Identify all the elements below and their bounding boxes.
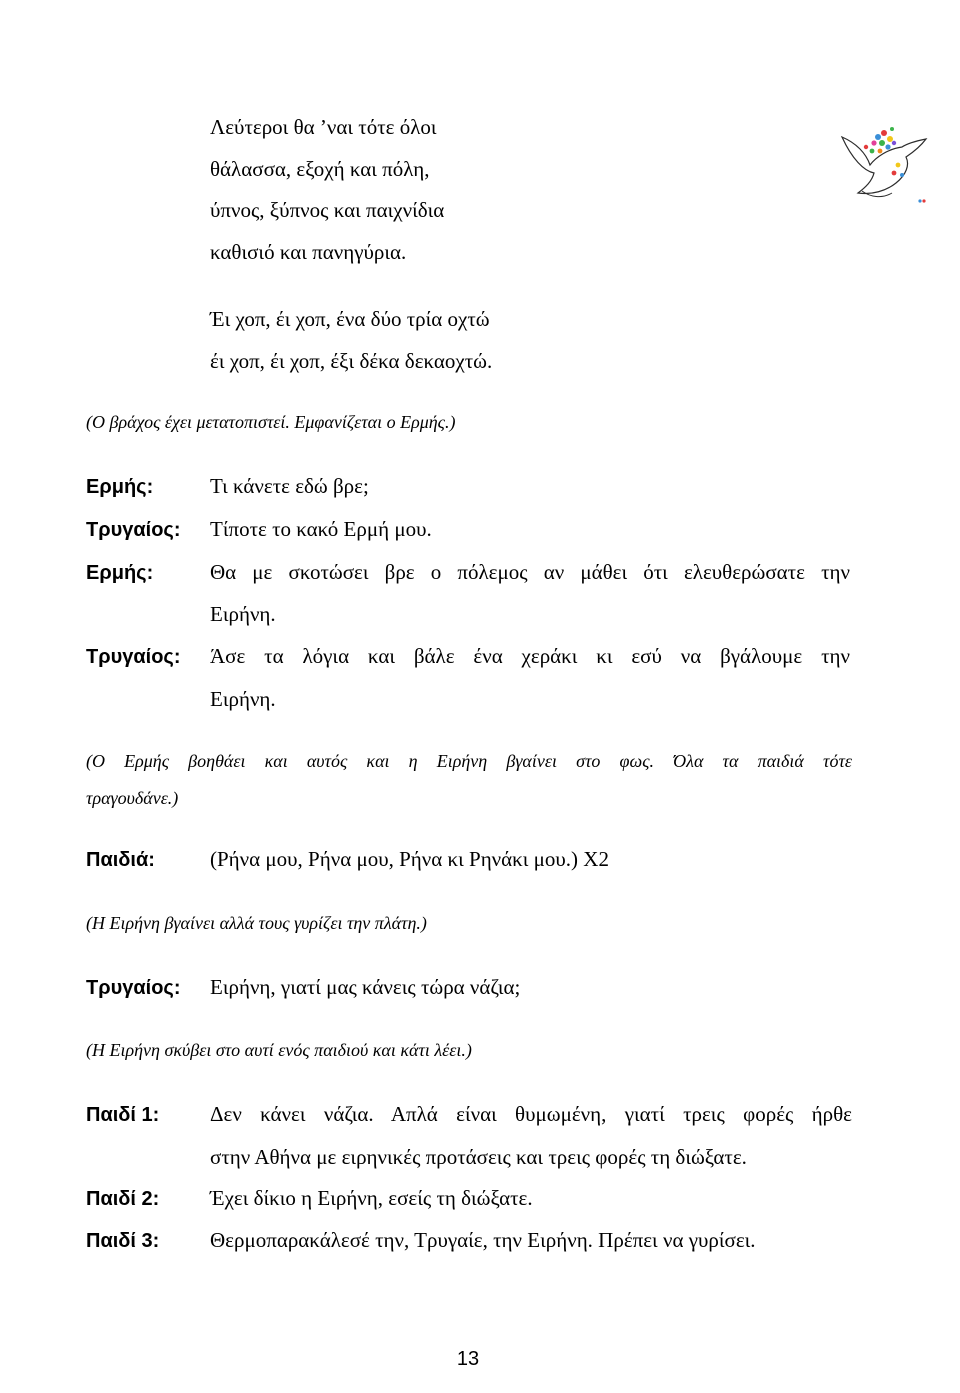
dialogue-line: Άσε τα λόγια και βάλε ένα χεράκι κι εσύ να βγάλουμε την	[210, 644, 850, 668]
dialogue-line: Θα με σκοτώσει βρε ο πόλεμος αν μάθει ότι ελευθερώσατε την	[210, 560, 850, 584]
speaker-label: Τρυγαίος:	[86, 646, 181, 668]
verse-line: καθισιό και πανηγύρια.	[210, 240, 407, 264]
dialogue-line: (Ρήνα μου, Ρήνα μου, Ρήνα κι Ρηνάκι μου.) Χ2	[210, 847, 609, 871]
speaker-label: Ερμής:	[86, 562, 154, 584]
speaker-label: Παιδί 1:	[86, 1104, 160, 1126]
stage-direction: (Ο βράχος έχει μετατοπιστεί. Εμφανίζεται ο Ερμής.)	[86, 412, 456, 432]
stage-direction: (Η Ειρήνη σκύβει στο αυτί ενός παιδιού και κάτι λέει.)	[86, 1040, 472, 1060]
page-number: 13	[456, 1348, 480, 1370]
stage-direction: (Η Ειρήνη βγαίνει αλλά τους γυρίζει την πλάτη.)	[86, 913, 427, 933]
dialogue-line: Δεν κάνει νάζια. Απλά είναι θυμωμένη, γιατί τρεις φορές ήρθε	[210, 1102, 852, 1126]
speaker-label: Παιδί 3:	[86, 1230, 160, 1252]
speaker-label: Τρυγαίος:	[86, 519, 181, 541]
dialogue-line: Ειρήνη, γιατί μας κάνεις τώρα νάζια;	[210, 975, 521, 999]
speaker-label: Παιδιά:	[86, 849, 155, 871]
verse-line: Έι χοπ, έι χοπ, ένα δύο τρία οχτώ	[210, 307, 490, 331]
verse-line: Λεύτεροι θα ’ναι τότε όλοι	[210, 115, 437, 139]
stage-direction: τραγουδάνε.)	[86, 788, 179, 808]
dialogue-line: στην Αθήνα με ειρηνικές προτάσεις και τρεις φορές τη διώξατε.	[210, 1145, 747, 1169]
speaker-label: Ερμής:	[86, 476, 154, 498]
verse-line: έι χοπ, έι χοπ, έξι δέκα δεκαοχτώ.	[210, 349, 493, 373]
speaker-label: Τρυγαίος:	[86, 977, 181, 999]
dialogue-line: Έχει δίκιο η Ειρήνη, εσείς τη διώξατε.	[210, 1186, 533, 1210]
peace-dove-icon	[836, 113, 932, 207]
verse-line: ύπνος, ξύπνος και παιχνίδια	[210, 198, 445, 222]
dialogue-line: Ειρήνη.	[210, 602, 276, 626]
dialogue-line: Τίποτε το κακό Ερμή μου.	[210, 517, 432, 541]
speaker-label: Παιδί 2:	[86, 1188, 160, 1210]
dialogue-line: Θερμοπαρακάλεσέ την, Τρυγαίε, την Ειρήνη. Πρέπει να γυρίσει.	[210, 1228, 756, 1252]
dialogue-line: Τι κάνετε εδώ βρε;	[210, 474, 369, 498]
stage-direction: (Ο Ερμής βοηθάει και αυτός και η Ειρήνη βγαίνει στο φως. Όλα τα παιδιά τότε	[86, 751, 852, 771]
verse-line: θάλασσα, εξοχή και πόλη,	[210, 157, 430, 181]
dialogue-line: Ειρήνη.	[210, 687, 276, 711]
